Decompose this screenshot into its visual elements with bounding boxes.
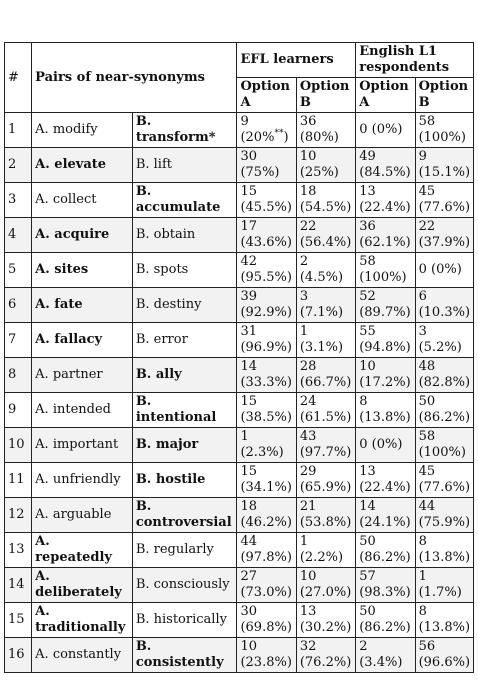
option-b-word xyxy=(132,358,237,393)
option-b-word-text: B. controversial xyxy=(135,499,232,530)
row-number-text: 7 xyxy=(8,332,17,347)
l1-option-a-count-text: 49 (84.5%) xyxy=(359,149,411,180)
l1-option-a-count xyxy=(356,498,415,533)
option-a-word-text: A. deliberately xyxy=(35,569,122,600)
l1-option-b-count-text: 45 (77.6%) xyxy=(418,184,471,215)
option-a-word xyxy=(32,603,133,638)
table-row xyxy=(5,253,474,288)
l1-option-b-count xyxy=(415,463,473,498)
efl-option-a-count xyxy=(237,638,296,673)
option-a-word-text: A. elevate xyxy=(35,157,107,172)
l1-option-a-count xyxy=(356,463,415,498)
efl-option-a-count-text: 39 (92.9%) xyxy=(240,289,292,320)
l1-option-b-count xyxy=(415,113,473,148)
table-row xyxy=(5,463,474,498)
row-number-text: 13 xyxy=(8,542,25,557)
efl-option-a-count-text: 9 (20% xyxy=(240,114,275,145)
l1-option-b-count-text: 56 (96.6%) xyxy=(418,639,471,670)
table-body xyxy=(5,113,474,673)
l1-option-b-count xyxy=(415,498,473,533)
option-b-word xyxy=(132,603,237,638)
efl-option-a-count xyxy=(237,323,296,358)
efl-option-a-count-text: 10 (23.8%) xyxy=(240,639,292,670)
row-number xyxy=(5,253,32,288)
efl-option-a-count-text: 18 (46.2%) xyxy=(240,499,292,530)
option-b-word xyxy=(132,428,237,463)
efl-option-b-count xyxy=(296,183,355,218)
footnote-mark: * xyxy=(208,130,216,145)
efl-option-a-count xyxy=(237,393,296,428)
l1-option-b-count-text: 9 (15.1%) xyxy=(418,149,471,180)
row-number xyxy=(5,218,32,253)
synonym-results-table xyxy=(4,42,474,673)
l1-option-b-count-text: 58 (100%) xyxy=(418,429,466,460)
efl-option-b-count xyxy=(296,428,355,463)
efl-option-b-count-text: 36 (80%) xyxy=(299,114,339,145)
footnote-mark: ** xyxy=(274,128,284,139)
efl-option-a-count-text: 27 (73.0%) xyxy=(240,569,292,600)
efl-option-b-count xyxy=(296,323,355,358)
l1-option-b-count xyxy=(415,253,473,288)
efl-option-a-count-text: 30 (75%) xyxy=(240,149,280,180)
efl-option-a-count xyxy=(237,358,296,393)
efl-option-b-count xyxy=(296,568,355,603)
l1-option-b-count-text: 58 (100%) xyxy=(418,114,466,145)
option-b-word-text: B. obtain xyxy=(135,227,196,242)
efl-option-a-count xyxy=(237,603,296,638)
option-a-word xyxy=(32,498,133,533)
l1-option-b-count xyxy=(415,358,473,393)
row-number-text: 5 xyxy=(8,262,17,277)
option-b-word xyxy=(132,218,237,253)
l1-option-a-count-text: 58 (100%) xyxy=(359,254,407,285)
table-row xyxy=(5,428,474,463)
table-row xyxy=(5,323,474,358)
col-header-efl: EFL learners xyxy=(237,43,356,78)
l1-option-b-count-text: 0 (0%) xyxy=(418,262,462,277)
option-b-word xyxy=(132,638,237,673)
option-a-word xyxy=(32,568,133,603)
efl-option-b-count xyxy=(296,463,355,498)
row-number-text: 1 xyxy=(8,122,17,137)
option-a-word-text: A. constantly xyxy=(35,647,122,662)
efl-option-a-count xyxy=(237,498,296,533)
table-row xyxy=(5,358,474,393)
option-a-word-text: A. fate xyxy=(35,297,83,312)
l1-option-b-count-text: 50 (86.2%) xyxy=(418,394,471,425)
row-number xyxy=(5,393,32,428)
option-a-word-text: A. fallacy xyxy=(35,332,103,347)
efl-option-a-count xyxy=(237,183,296,218)
col-header-l1-option-a: Option A xyxy=(356,78,415,113)
l1-option-b-count xyxy=(415,568,473,603)
efl-option-a-count xyxy=(237,113,296,148)
efl-option-b-count-text: 43 (97.7%) xyxy=(299,429,352,460)
option-b-word xyxy=(132,288,237,323)
l1-option-b-count xyxy=(415,288,473,323)
option-b-word xyxy=(132,323,237,358)
efl-option-a-count-text: 17 (43.6%) xyxy=(240,219,292,250)
efl-option-b-count-text: 1 (2.2%) xyxy=(299,534,344,565)
row-number xyxy=(5,113,32,148)
option-a-word-text: A. sites xyxy=(35,262,89,277)
table-row xyxy=(5,148,474,183)
l1-option-a-count xyxy=(356,113,415,148)
row-number xyxy=(5,288,32,323)
row-number xyxy=(5,148,32,183)
row-number-text: 12 xyxy=(8,507,25,522)
table-row xyxy=(5,183,474,218)
option-a-word xyxy=(32,323,133,358)
col-header-efl-option-a: Option A xyxy=(237,78,296,113)
row-number xyxy=(5,533,32,568)
efl-option-b-count-text: 21 (53.8%) xyxy=(299,499,352,530)
option-a-word xyxy=(32,183,133,218)
option-a-word xyxy=(32,463,133,498)
option-b-word-text: B. accumulate xyxy=(135,184,221,215)
col-header-number: # xyxy=(5,43,32,113)
l1-option-b-count xyxy=(415,603,473,638)
table-row xyxy=(5,498,474,533)
l1-option-b-count-text: 45 (77.6%) xyxy=(418,464,471,495)
l1-option-a-count-text: 0 (0%) xyxy=(359,437,403,452)
option-a-word xyxy=(32,288,133,323)
efl-option-b-count-text: 10 (25%) xyxy=(299,149,339,180)
option-b-word xyxy=(132,393,237,428)
efl-option-a-count xyxy=(237,533,296,568)
efl-option-b-count-text: 3 (7.1%) xyxy=(299,289,344,320)
row-number-text: 8 xyxy=(8,367,17,382)
table-row xyxy=(5,393,474,428)
efl-option-b-count-text: 18 (54.5%) xyxy=(299,184,352,215)
table-row xyxy=(5,113,474,148)
option-b-word xyxy=(132,113,237,148)
option-b-word xyxy=(132,253,237,288)
row-number xyxy=(5,498,32,533)
efl-option-b-count xyxy=(296,113,355,148)
option-a-word-text: A. collect xyxy=(35,192,97,207)
efl-option-b-count xyxy=(296,393,355,428)
row-number xyxy=(5,323,32,358)
efl-option-a-count-text: 31 (96.9%) xyxy=(240,324,292,355)
l1-option-a-count-text: 13 (22.4%) xyxy=(359,184,411,215)
efl-option-a-count xyxy=(237,428,296,463)
l1-option-a-count xyxy=(356,288,415,323)
col-header-l1-option-b: Option B xyxy=(415,78,473,113)
col-header-l1: English L1 respondents xyxy=(356,43,474,78)
option-a-word xyxy=(32,428,133,463)
row-number xyxy=(5,603,32,638)
efl-option-b-count-text: 29 (65.9%) xyxy=(299,464,352,495)
efl-option-b-count xyxy=(296,148,355,183)
l1-option-b-count xyxy=(415,393,473,428)
closing-paren: ) xyxy=(283,130,289,145)
efl-option-b-count xyxy=(296,498,355,533)
l1-option-a-count xyxy=(356,568,415,603)
option-a-word xyxy=(32,358,133,393)
l1-option-a-count-text: 2 (3.4%) xyxy=(359,639,403,670)
option-b-word-text: B. error xyxy=(135,332,188,347)
l1-option-a-count-text: 14 (24.1%) xyxy=(359,499,411,530)
l1-option-b-count-text: 8 (13.8%) xyxy=(418,534,471,565)
row-number-text: 10 xyxy=(8,437,25,452)
option-b-word xyxy=(132,463,237,498)
header-row-top xyxy=(5,43,474,78)
efl-option-b-count-text: 2 (4.5%) xyxy=(299,254,344,285)
efl-option-b-count xyxy=(296,638,355,673)
option-a-word xyxy=(32,393,133,428)
option-b-word xyxy=(132,498,237,533)
row-number-text: 9 xyxy=(8,402,17,417)
option-a-word xyxy=(32,253,133,288)
option-a-word xyxy=(32,218,133,253)
efl-option-b-count-text: 28 (66.7%) xyxy=(299,359,352,390)
option-a-word-text: A. unfriendly xyxy=(35,472,121,487)
efl-option-b-count xyxy=(296,218,355,253)
efl-option-a-count-text: 42 (95.5%) xyxy=(240,254,292,285)
efl-option-b-count-text: 24 (61.5%) xyxy=(299,394,352,425)
option-a-word xyxy=(32,533,133,568)
efl-option-a-count-text: 1 (2.3%) xyxy=(240,429,284,460)
efl-option-b-count xyxy=(296,358,355,393)
l1-option-b-count xyxy=(415,218,473,253)
l1-option-b-count xyxy=(415,148,473,183)
l1-option-a-count-text: 52 (89.7%) xyxy=(359,289,411,320)
table-row xyxy=(5,603,474,638)
row-number xyxy=(5,568,32,603)
option-b-word xyxy=(132,148,237,183)
l1-option-a-count-text: 0 (0%) xyxy=(359,122,403,137)
efl-option-a-count-text: 15 (45.5%) xyxy=(240,184,292,215)
option-b-word xyxy=(132,533,237,568)
col-header-pairs: Pairs of near-synonyms xyxy=(32,43,237,113)
l1-option-b-count-text: 6 (10.3%) xyxy=(418,289,471,320)
option-a-word xyxy=(32,638,133,673)
row-number-text: 11 xyxy=(8,472,25,487)
efl-option-a-count-text: 14 (33.3%) xyxy=(240,359,292,390)
row-number-text: 4 xyxy=(8,227,17,242)
l1-option-a-count-text: 10 (17.2%) xyxy=(359,359,411,390)
efl-option-a-count xyxy=(237,253,296,288)
l1-option-a-count-text: 13 (22.4%) xyxy=(359,464,411,495)
l1-option-b-count xyxy=(415,638,473,673)
option-b-word-text: B. consciously xyxy=(135,577,230,592)
l1-option-a-count xyxy=(356,358,415,393)
table-row xyxy=(5,218,474,253)
efl-option-a-count-text: 15 (38.5%) xyxy=(240,394,292,425)
option-b-word-text: B. destiny xyxy=(135,297,202,312)
efl-option-b-count xyxy=(296,253,355,288)
l1-option-a-count-text: 8 (13.8%) xyxy=(359,394,411,425)
efl-option-a-count-text: 44 (97.8%) xyxy=(240,534,292,565)
efl-option-a-count xyxy=(237,568,296,603)
row-number-text: 14 xyxy=(8,577,25,592)
l1-option-a-count-text: 55 (94.8%) xyxy=(359,324,411,355)
table-row xyxy=(5,568,474,603)
option-a-word-text: A. arguable xyxy=(35,507,112,522)
option-b-word xyxy=(132,568,237,603)
l1-option-b-count-text: 8 (13.8%) xyxy=(418,604,471,635)
option-b-word-text: B. intentional xyxy=(135,394,217,425)
option-b-word-text: B. major xyxy=(135,437,199,452)
l1-option-b-count-text: 1 (1.7%) xyxy=(418,569,462,600)
option-b-word-text: B. historically xyxy=(135,612,227,627)
row-number xyxy=(5,358,32,393)
row-number-text: 6 xyxy=(8,297,17,312)
option-b-word xyxy=(132,183,237,218)
efl-option-a-count xyxy=(237,288,296,323)
row-number-text: 16 xyxy=(8,647,25,662)
l1-option-a-count xyxy=(356,393,415,428)
option-b-word-text: B. regularly xyxy=(135,542,214,557)
l1-option-a-count xyxy=(356,253,415,288)
l1-option-b-count xyxy=(415,428,473,463)
efl-option-a-count xyxy=(237,218,296,253)
l1-option-b-count xyxy=(415,183,473,218)
col-header-efl-option-b: Option B xyxy=(296,78,355,113)
option-b-word-text: B. transform xyxy=(135,114,209,145)
l1-option-a-count xyxy=(356,428,415,463)
efl-option-b-count xyxy=(296,533,355,568)
l1-option-a-count xyxy=(356,218,415,253)
efl-option-b-count-text: 13 (30.2%) xyxy=(299,604,352,635)
table-row xyxy=(5,533,474,568)
option-b-word-text: B. lift xyxy=(135,157,172,172)
option-b-word-text: B. hostile xyxy=(135,472,206,487)
efl-option-b-count-text: 22 (56.4%) xyxy=(299,219,352,250)
option-a-word-text: A. acquire xyxy=(35,227,110,242)
row-number-text: 15 xyxy=(8,612,25,627)
efl-option-b-count-text: 10 (27.0%) xyxy=(299,569,352,600)
l1-option-b-count xyxy=(415,323,473,358)
l1-option-b-count-text: 48 (82.8%) xyxy=(418,359,471,390)
efl-option-b-count xyxy=(296,288,355,323)
efl-option-b-count-text: 1 (3.1%) xyxy=(299,324,344,355)
row-number-text: 3 xyxy=(8,192,17,207)
l1-option-a-count xyxy=(356,183,415,218)
row-number xyxy=(5,638,32,673)
l1-option-b-count-text: 22 (37.9%) xyxy=(418,219,471,250)
row-number xyxy=(5,463,32,498)
row-number-text: 2 xyxy=(8,157,17,172)
efl-option-b-count xyxy=(296,603,355,638)
efl-option-a-count-text: 30 (69.8%) xyxy=(240,604,292,635)
option-a-word xyxy=(32,113,133,148)
option-a-word-text: A. repeatedly xyxy=(35,534,112,565)
l1-option-a-count xyxy=(356,533,415,568)
l1-option-a-count-text: 36 (62.1%) xyxy=(359,219,411,250)
table-row xyxy=(5,638,474,673)
option-b-word-text: B. ally xyxy=(135,367,182,382)
l1-option-b-count-text: 3 (5.2%) xyxy=(418,324,462,355)
efl-option-b-count-text: 32 (76.2%) xyxy=(299,639,352,670)
option-a-word xyxy=(32,148,133,183)
option-a-word-text: A. intended xyxy=(35,402,111,417)
l1-option-b-count-text: 44 (75.9%) xyxy=(418,499,471,530)
l1-option-a-count-text: 50 (86.2%) xyxy=(359,534,411,565)
efl-option-a-count-text: 15 (34.1%) xyxy=(240,464,292,495)
option-a-word-text: A. partner xyxy=(35,367,103,382)
l1-option-a-count xyxy=(356,638,415,673)
l1-option-a-count-text: 50 (86.2%) xyxy=(359,604,411,635)
option-b-word-text: B. consistently xyxy=(135,639,224,670)
option-a-word-text: A. traditionally xyxy=(35,604,126,635)
l1-option-a-count-text: 57 (98.3%) xyxy=(359,569,411,600)
option-b-word-text: B. spots xyxy=(135,262,189,277)
table-row xyxy=(5,288,474,323)
row-number xyxy=(5,183,32,218)
option-a-word-text: A. important xyxy=(35,437,119,452)
row-number xyxy=(5,428,32,463)
option-a-word-text: A. modify xyxy=(35,122,98,137)
efl-option-a-count xyxy=(237,463,296,498)
l1-option-a-count xyxy=(356,603,415,638)
l1-option-a-count xyxy=(356,148,415,183)
l1-option-a-count xyxy=(356,323,415,358)
l1-option-b-count xyxy=(415,533,473,568)
efl-option-a-count xyxy=(237,148,296,183)
